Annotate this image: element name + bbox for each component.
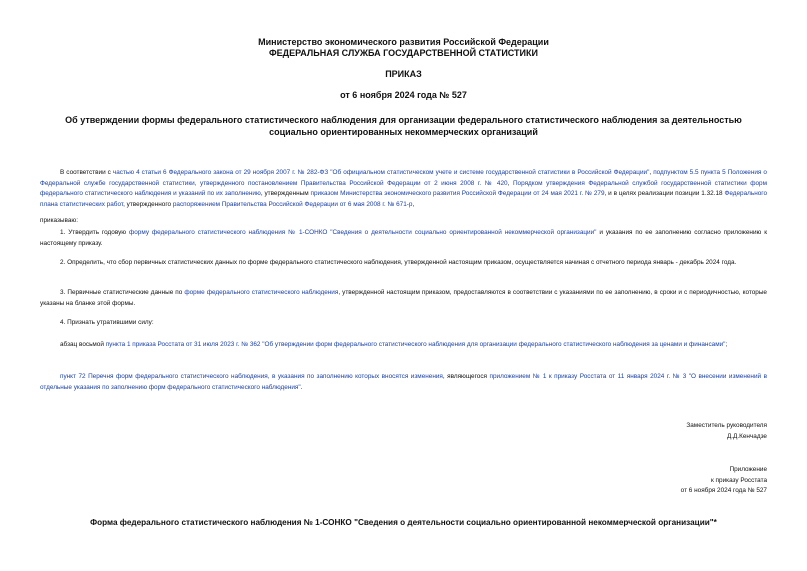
text: , (412, 200, 415, 208)
text: , утвержденным (260, 190, 311, 197)
appendix-ref: к приказу Росстата (710, 476, 767, 484)
appendix-label: Приложение (729, 466, 767, 473)
prikazyvayu: приказываю: (40, 217, 78, 224)
text: 3. Первичные статистические данные по (60, 289, 185, 296)
form-title: Форма федерального статистического наблюдения № 1-СОНКО "Сведения о деятельности социально ориентированной некоммерческой организации"* (90, 518, 717, 527)
text: и указания по ее заполнению согласно приложению к настоящему приказу. (40, 229, 767, 247)
procedure-link[interactable]: Порядком утверждения Федеральной службой государственной статистики форм федерального статистического наблюдения и указаний по их заполнению (40, 179, 767, 197)
form-link[interactable]: форме федерального статистического наблюдения (184, 289, 339, 296)
doc-type: ПРИКАЗ (385, 69, 422, 79)
text: , являющегося (442, 373, 490, 380)
text: В соответствии с (60, 169, 113, 176)
paragraph-1 (40, 228, 767, 249)
text: абзац восьмой (60, 341, 106, 348)
service-name: ФЕДЕРАЛЬНАЯ СЛУЖБА ГОСУДАРСТВЕННОЙ СТАТИСТИКИ (269, 48, 538, 58)
signer-name: Д.Д.Кенчадзе (726, 432, 767, 440)
ministry-name: Министерство экономического развития Российской Федерации (258, 37, 549, 47)
paragraph-4: 4. Признать утратившими силу: (60, 319, 154, 326)
form-link[interactable]: форму федерального статистического наблюдения № 1-СОНКО "Сведения о деятельности социально ориентированной некоммерческой организации" (128, 229, 597, 236)
text: , (507, 179, 513, 187)
doc-subject: Об утверждении формы федерального статистического наблюдения для организации федерального статистического наблюдения за деятельностью социально ориентированных некоммерческих организаций (65, 115, 742, 137)
decree-link[interactable]: распоряжением Правительства Российской Федерации от 6 мая 2008 г. № 671-р (172, 200, 413, 208)
paragraph-repeal-1 (40, 340, 767, 351)
text: 1. Утвердить годовую (60, 229, 129, 236)
signature-block (686, 421, 767, 442)
text: , (649, 169, 654, 176)
regulation-link[interactable]: подпунктом 5.5 пункта 5 Положения о Федеральной службе государственной статистики, утвержденного постановлением Правительства Российской Федерации от 2 июня 2008 г. № 420 (40, 169, 767, 187)
paragraph-preamble (40, 168, 767, 210)
appendix-block (681, 465, 767, 497)
paragraph-3 (40, 288, 767, 309)
text: , утвержденного (123, 200, 173, 208)
appendix-link[interactable]: приложением № 1 к приказу Росстата от 11 января 2024 г. № 3 "О внесении изменений в отдельные указания по заполнению форм федерального статистического наблюдения" (40, 373, 767, 391)
text: , утвержденной настоящим приказом, предоставляются в соответствии с указаниями по ее заполнению, в сроки и с периодичностью, которые указаны на бланке этой формы. (40, 289, 767, 307)
list-link[interactable]: пункт 72 Перечня форм федерального статистического наблюдения, в указания по заполнению которых вносятся изменения (60, 373, 443, 380)
order-link[interactable]: пункта 1 приказа Росстата от 31 июля 2023 г. № 362 "Об утверждении форм федерального статистического наблюдения для организации федерального статистического наблюдения за ценами и финансами" (105, 341, 726, 348)
appendix-date: от 6 ноября 2024 года № 527 (680, 487, 767, 494)
paragraph-repeal-2 (40, 372, 767, 393)
text: . (300, 383, 303, 391)
doc-date-number: от 6 ноября 2024 года № 527 (340, 90, 467, 100)
text: , и в целях реализации позиции 1.32.18 (604, 190, 725, 197)
order-link[interactable]: приказом Министерства экономического развития Российской Федерации от 24 мая 2021 г. № 279 (310, 190, 605, 197)
paragraph-2: 2. Определить, что сбор первичных статистических данных по форме федерального статистического наблюдения, утвержденной настоящим приказом, осуществляется начиная с отчетного периода январь - декабрь 2024 года. (60, 259, 737, 266)
text: ; (725, 341, 728, 348)
signer-position: Заместитель руководителя (686, 422, 767, 429)
plan-link[interactable]: Федерального плана статистических работ (40, 190, 768, 208)
law-link[interactable]: частью 4 статьи 6 Федерального закона от 29 ноября 2007 г. № 282-ФЗ "Об официальном статистическом учете и системе государственной статистики в Российской Федерации" (112, 169, 650, 176)
